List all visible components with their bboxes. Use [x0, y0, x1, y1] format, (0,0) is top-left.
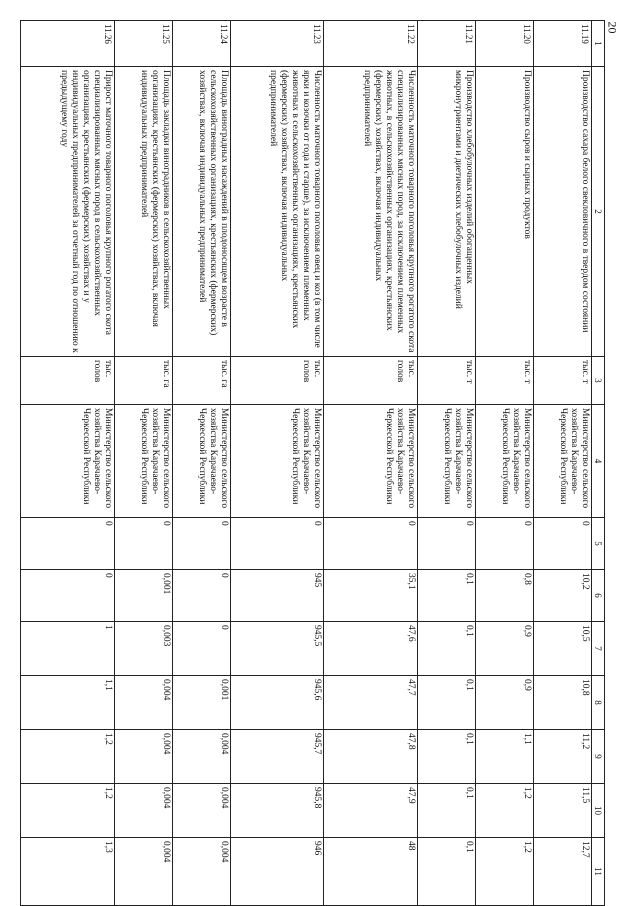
value-col9: 1,2 — [21, 730, 115, 784]
value-col9: 1,1 — [475, 730, 533, 784]
value-col6: 0,001 — [114, 570, 172, 622]
row-code: 11.23 — [230, 21, 323, 67]
column-header: 7 — [591, 622, 604, 676]
column-header: 3 — [591, 357, 604, 405]
value-col10: 0,004 — [172, 784, 230, 838]
value-col9: 47,8 — [324, 730, 417, 784]
indicator-name: Производство хлебобулочных изделий обогащенных микронутриентами и диетических хлебобулочных изделий — [417, 67, 475, 357]
value-col11: 1,2 — [475, 838, 533, 906]
column-header: 11 — [591, 838, 604, 906]
value-col10: 47,9 — [324, 784, 417, 838]
row-code: 11.26 — [21, 21, 115, 67]
value-col5: 0 — [417, 518, 475, 570]
responsible-org: Министерство сельского хозяйства Карачаево-Черкесской Республики — [172, 405, 230, 518]
value-col7: 1 — [21, 622, 115, 676]
value-col7: 0,1 — [417, 622, 475, 676]
table-row — [475, 21, 533, 906]
value-col5: 0 — [230, 518, 323, 570]
value-col9: 0,1 — [417, 730, 475, 784]
value-col11: 0,004 — [114, 838, 172, 906]
table-row — [417, 21, 475, 906]
value-col5: 0 — [172, 518, 230, 570]
value-col7: 10,5 — [533, 622, 591, 676]
value-col10: 0,004 — [114, 784, 172, 838]
unit: тыс. т — [417, 357, 475, 405]
value-col10: 0,1 — [417, 784, 475, 838]
value-col10: 1,2 — [475, 784, 533, 838]
value-col6: 35,1 — [324, 570, 417, 622]
indicator-name: Производство сыров и сырных продуктов — [475, 67, 533, 357]
value-col6: 0 — [21, 570, 115, 622]
row-code: 11.19 — [533, 21, 591, 67]
row-code: 11.21 — [417, 21, 475, 67]
row-code: 11.25 — [114, 21, 172, 67]
responsible-org: Министерство сельского хозяйства Карачаево-Черкесской Республики — [475, 405, 533, 518]
value-col11: 48 — [324, 838, 417, 906]
responsible-org: Министерство сельского хозяйства Карачаево-Черкесской Республики — [114, 405, 172, 518]
table-row — [533, 21, 591, 906]
value-col7: 47,6 — [324, 622, 417, 676]
unit: тыс. т — [475, 357, 533, 405]
column-header: 5 — [591, 518, 604, 570]
value-col6: 0,1 — [417, 570, 475, 622]
value-col6: 10,2 — [533, 570, 591, 622]
value-col11: 12,7 — [533, 838, 591, 906]
unit: тыс. голов — [230, 357, 323, 405]
value-col5: 0 — [114, 518, 172, 570]
table-row — [21, 21, 115, 906]
unit: тыс. т — [533, 357, 591, 405]
value-col8: 10,8 — [533, 676, 591, 730]
value-col9: 0,004 — [172, 730, 230, 784]
value-col9: 11,2 — [533, 730, 591, 784]
value-col11: 0,1 — [417, 838, 475, 906]
row-code: 11.20 — [475, 21, 533, 67]
header-row — [591, 21, 604, 906]
value-col8: 47,7 — [324, 676, 417, 730]
indicator-name: Площадь закладки виноградников в сельскохозяйственных организациях, крестьянских (фермерских) хозяйствах, включая индивидуальных предпринимателей — [114, 67, 172, 357]
table-row — [172, 21, 230, 906]
column-header: 8 — [591, 676, 604, 730]
unit: тыс. голов — [21, 357, 115, 405]
responsible-org: Министерство сельского хозяйства Карачаево-Черкесской Республики — [230, 405, 323, 518]
indicator-name: Площадь виноградных насаждений в плодоносящем возрасте в сельскохозяйственных организациях, крестьянских (фермерских) хозяйствах, включая индивидуальных предпринимателей — [172, 67, 230, 357]
value-col11: 946 — [230, 838, 323, 906]
indicators-table — [20, 20, 605, 906]
value-col8: 0,001 — [172, 676, 230, 730]
table-row — [230, 21, 323, 906]
value-col7: 0,9 — [475, 622, 533, 676]
column-header: 9 — [591, 730, 604, 784]
indicator-name: Численность маточного товарного поголовья овец и коз (в том числе ярки и козочки от года и старше), за исключением племенных животных в сельскохозяйственных организациях, крестьянских (фермерских) хозяйствах, включая индивидуальных предпринимателей — [230, 67, 323, 357]
unit: тыс. голов — [324, 357, 417, 405]
value-col7: 0 — [172, 622, 230, 676]
value-col10: 945,8 — [230, 784, 323, 838]
responsible-org: Министерство сельского хозяйства Карачаево-Черкесской Республики — [21, 405, 115, 518]
value-col5: 0 — [324, 518, 417, 570]
value-col6: 0,8 — [475, 570, 533, 622]
column-header: 1 — [591, 21, 604, 67]
column-header: 4 — [591, 405, 604, 518]
column-header: 2 — [591, 67, 604, 357]
value-col5: 0 — [21, 518, 115, 570]
value-col6: 0 — [172, 570, 230, 622]
value-col9: 945,7 — [230, 730, 323, 784]
value-col8: 0,004 — [114, 676, 172, 730]
row-code: 11.22 — [324, 21, 417, 67]
column-header: 10 — [591, 784, 604, 838]
value-col5: 0 — [533, 518, 591, 570]
row-code: 11.24 — [172, 21, 230, 67]
rotated-table-container — [20, 20, 605, 876]
value-col8: 0,1 — [417, 676, 475, 730]
table-row — [324, 21, 417, 906]
value-col11: 1,3 — [21, 838, 115, 906]
table-row — [114, 21, 172, 906]
unit: тыс. га — [114, 357, 172, 405]
value-col7: 0,003 — [114, 622, 172, 676]
value-col8: 0,9 — [475, 676, 533, 730]
value-col11: 0,004 — [172, 838, 230, 906]
value-col10: 11,5 — [533, 784, 591, 838]
value-col7: 945,5 — [230, 622, 323, 676]
column-header: 6 — [591, 570, 604, 622]
page-number: 20 — [605, 21, 620, 34]
value-col10: 1,2 — [21, 784, 115, 838]
indicator-name: Производство сахара белого свекловичного в твердом состоянии — [533, 67, 591, 357]
value-col8: 945,6 — [230, 676, 323, 730]
unit: тыс. га — [172, 357, 230, 405]
value-col5: 0 — [475, 518, 533, 570]
responsible-org: Министерство сельского хозяйства Карачаево-Черкесской Республики — [533, 405, 591, 518]
responsible-org: Министерство сельского хозяйства Карачаево-Черкесской Республики — [417, 405, 475, 518]
responsible-org: Министерство сельского хозяйства Карачаево-Черкесской Республики — [324, 405, 417, 518]
value-col6: 945 — [230, 570, 323, 622]
indicator-name: Численность маточного товарного поголовья крупного рогатого скота специализированных мясных пород, за исключением племенных животных, в сельскохозяйственных организациях, крестьянских (фермерских) хозяйствах, включая индивидуальных предпринимателей — [324, 67, 417, 357]
indicator-name: Прирост маточного товарного поголовья крупного рогатого скота специализированных мясных пород в сельскохозяйственных организациях, крестьянских (фермерских) хозяйствах и у индивидуальных предпринимателей за отчетный год по отношению к предыдущему году — [21, 67, 115, 357]
value-col9: 0,004 — [114, 730, 172, 784]
value-col8: 1,1 — [21, 676, 115, 730]
